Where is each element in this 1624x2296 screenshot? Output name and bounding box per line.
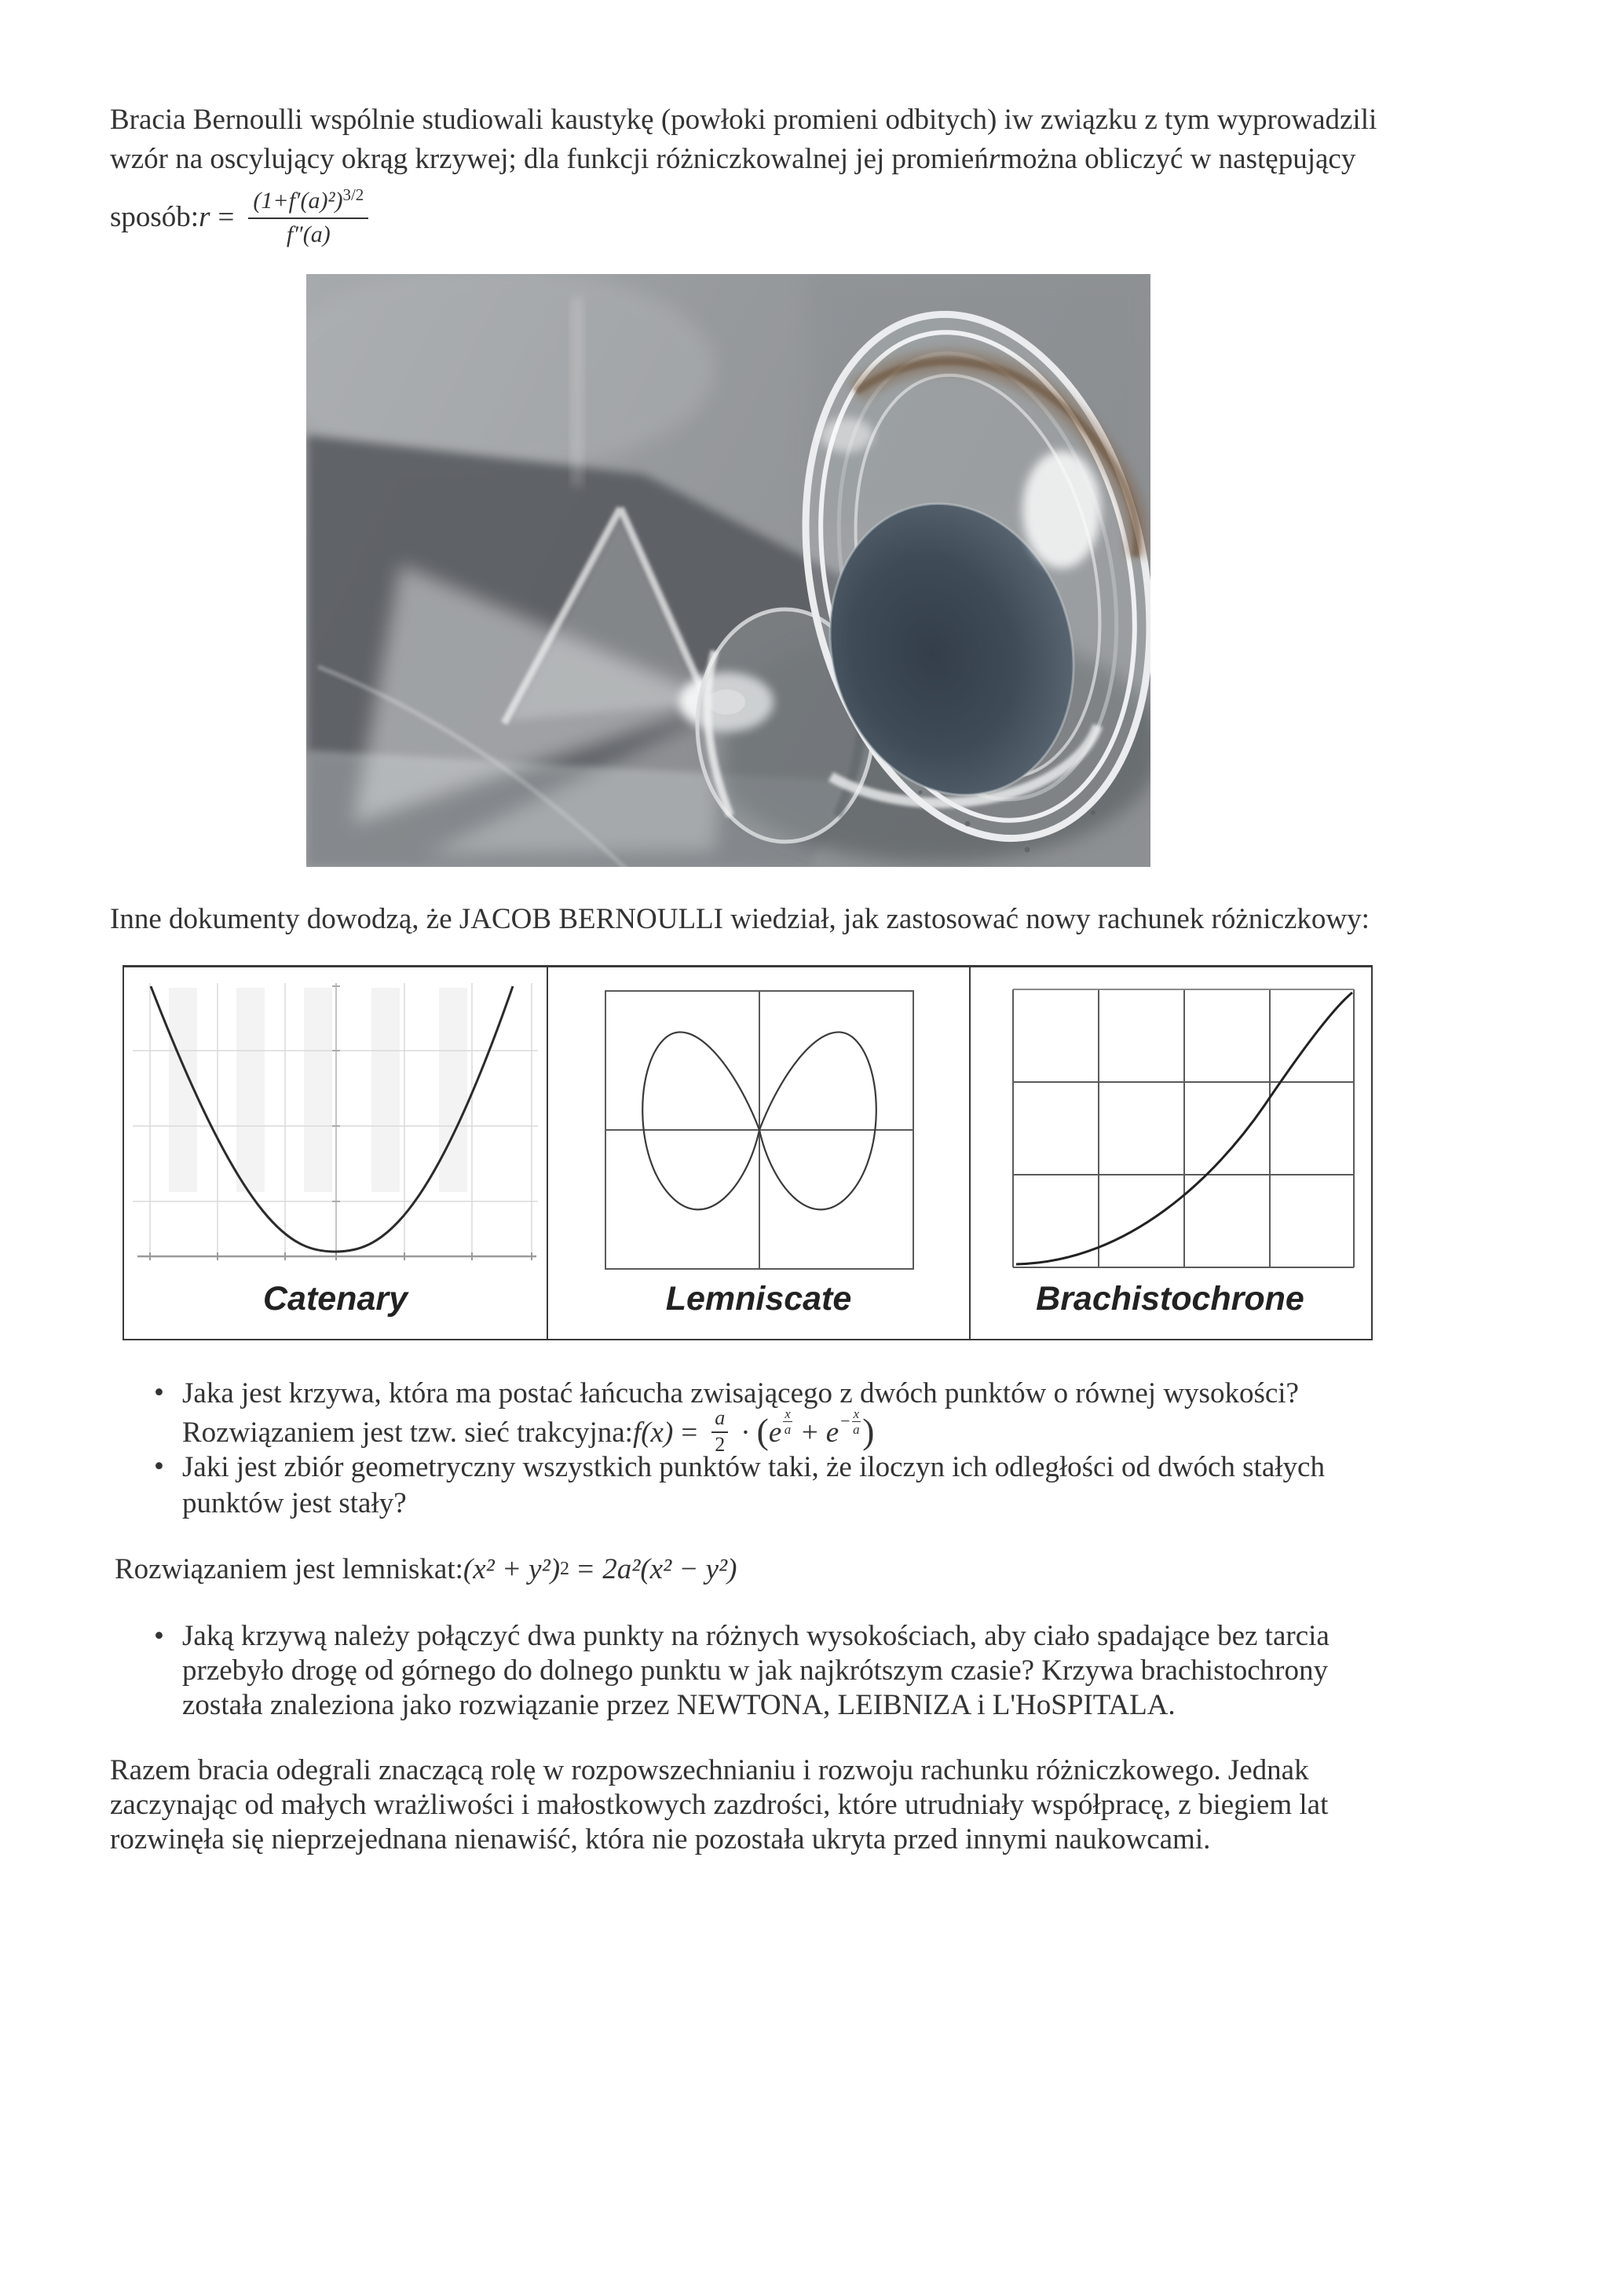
formula-label: Rozwiązaniem jest tzw. sieć trakcyjna: [182, 1416, 633, 1449]
open-paren: ( [756, 1410, 769, 1451]
paragraph-line: zaczynając od małych wrażliwości i małostkowych zazdrości, które utrudniały współpracę, z biegiem lat [110, 1789, 1329, 1821]
denominator-2: 2 [715, 1433, 726, 1456]
math-fx: f(x) [632, 1416, 674, 1449]
closing-paragraph [110, 1753, 1328, 1857]
math-var-r: r [199, 200, 210, 233]
paragraph-line [110, 140, 1377, 179]
catenary-plot [130, 980, 543, 1270]
bullet-marker: • [154, 1450, 164, 1483]
figure-label-lemniscate: Lemniscate [665, 1280, 852, 1318]
bullet2-line2: punktów jest stały? [182, 1487, 407, 1519]
figure-label-brachistochrone: Brachistochrone [1036, 1280, 1304, 1318]
bullet3-line1: Jaką krzywą należy połączyć dwa punkty na różnych wysokościach, aby ciało spadające bez tarcia [182, 1620, 1330, 1652]
math-e: e [768, 1416, 782, 1449]
paragraph-line: rozwinęła się nieprzejednana nienawiść, która nie pozostała ukryta przed innymi naukowcami. [110, 1823, 1211, 1855]
surface-speck [1091, 810, 1095, 815]
figures-table [123, 965, 1373, 1340]
text-run: można obliczyć w następujący [1000, 143, 1356, 175]
denominator-expression: f″(a) [286, 221, 331, 247]
text-run: wzór na oscylujący okrąg krzywej; dla funkcji różniczkowalnej jej promień [110, 143, 989, 175]
equals-sign: = [681, 1416, 698, 1449]
bullet-marker: • [154, 1620, 164, 1652]
caustics-photo [306, 274, 1150, 867]
formula-label: sposób: [110, 200, 199, 233]
bullet3-line2: przebyło drogę od górnego do dolnego punktu w jak najkrótszym czasie? Krzywa brachistochrony [182, 1654, 1329, 1687]
multiplication-dot: · [741, 1416, 751, 1449]
bullet-marker: • [154, 1377, 164, 1409]
figure-label-catenary: Catenary [262, 1280, 408, 1318]
figure-cell-catenary [124, 967, 548, 1339]
numerator-a: a [715, 1406, 726, 1430]
fraction-numerator [711, 1406, 728, 1433]
figure-cell-brachistochrone [971, 967, 1370, 1339]
math-var-r: r [988, 143, 1000, 175]
lemniscate-solution-line [115, 1545, 737, 1592]
glass-highlight [1022, 451, 1101, 569]
bullet2-line1: Jaki jest zbiór geometryczny wszystkich punktów taki, że iloczyn ich odległości od dwóch stałych [182, 1451, 1325, 1483]
lemniscate-lhs: (x² + y²) [463, 1552, 561, 1585]
exponent-x-over-a [783, 1407, 792, 1436]
outer-exponent: 3/2 [342, 185, 364, 204]
fraction-numerator [248, 185, 368, 219]
math-e: e [825, 1416, 839, 1449]
lhs-exponent: 2 [560, 1558, 570, 1579]
formula-label: Rozwiązaniem jest lemniskat: [115, 1552, 463, 1585]
lemniscate-rhs: = 2a²(x² − y²) [576, 1552, 737, 1585]
radius-formula-line [110, 179, 1377, 254]
paragraph-line: Razem bracia odegrali znaczącą rolę w rozpowszechnianiu i rozwoju rachunku różniczkowego. Jednak [110, 1754, 1309, 1786]
glass-highlight-small [820, 418, 873, 452]
bullet1-line1: Jaka jest krzywa, która ma postać łańcucha zwisającego z dwóch punktów o równej wysokości? [182, 1377, 1299, 1409]
exponent-x-over-a [852, 1407, 861, 1436]
exponent-denominator: a [853, 1421, 860, 1437]
exponent-denominator: a [784, 1421, 792, 1437]
lemniscate-plot [604, 989, 915, 1270]
surface-speck [965, 821, 971, 827]
lemniscate-left-lobe [642, 1032, 759, 1209]
figure-cell-lemniscate [548, 967, 971, 1339]
exponent-numerator: x [853, 1406, 860, 1421]
equals-sign: = [218, 200, 235, 233]
numerator-expression: (1+f′(a)²) [253, 188, 343, 214]
brachistochrone-plot [1011, 988, 1355, 1269]
plot-grid [133, 983, 538, 1256]
table-intro [110, 900, 1370, 939]
bullet3-line3: została znaleziona jako rozwiązanie przez NEWTONA, LEIBNIZA i L'HoSPITALA. [182, 1689, 1176, 1721]
plus-sign: + [801, 1416, 818, 1449]
paragraph-line: Inne dokumenty dowodzą, że JACOB BERNOULLI wiedział, jak zastosować nowy rachunek różniczkowy: [110, 903, 1370, 935]
surface-speck [919, 791, 923, 795]
fraction-denominator [287, 219, 331, 249]
radius-fraction [248, 185, 368, 248]
exponent-numerator: x [785, 1406, 791, 1421]
lemniscate-right-lobe [759, 1032, 876, 1209]
x-axis [137, 1252, 536, 1260]
light-streak [572, 298, 583, 486]
paragraph-line: Bracia Bernoulli wspólnie studiowali kaustykę (powłoki promieni odbitych) iw związku z tym wyprowadzili [110, 104, 1377, 136]
exponent-minus-sign: − [840, 1411, 850, 1431]
close-paren: ) [862, 1410, 875, 1451]
opening-paragraph [110, 101, 1377, 254]
surface-speck [1025, 847, 1030, 853]
plot-grid [1013, 989, 1354, 1267]
